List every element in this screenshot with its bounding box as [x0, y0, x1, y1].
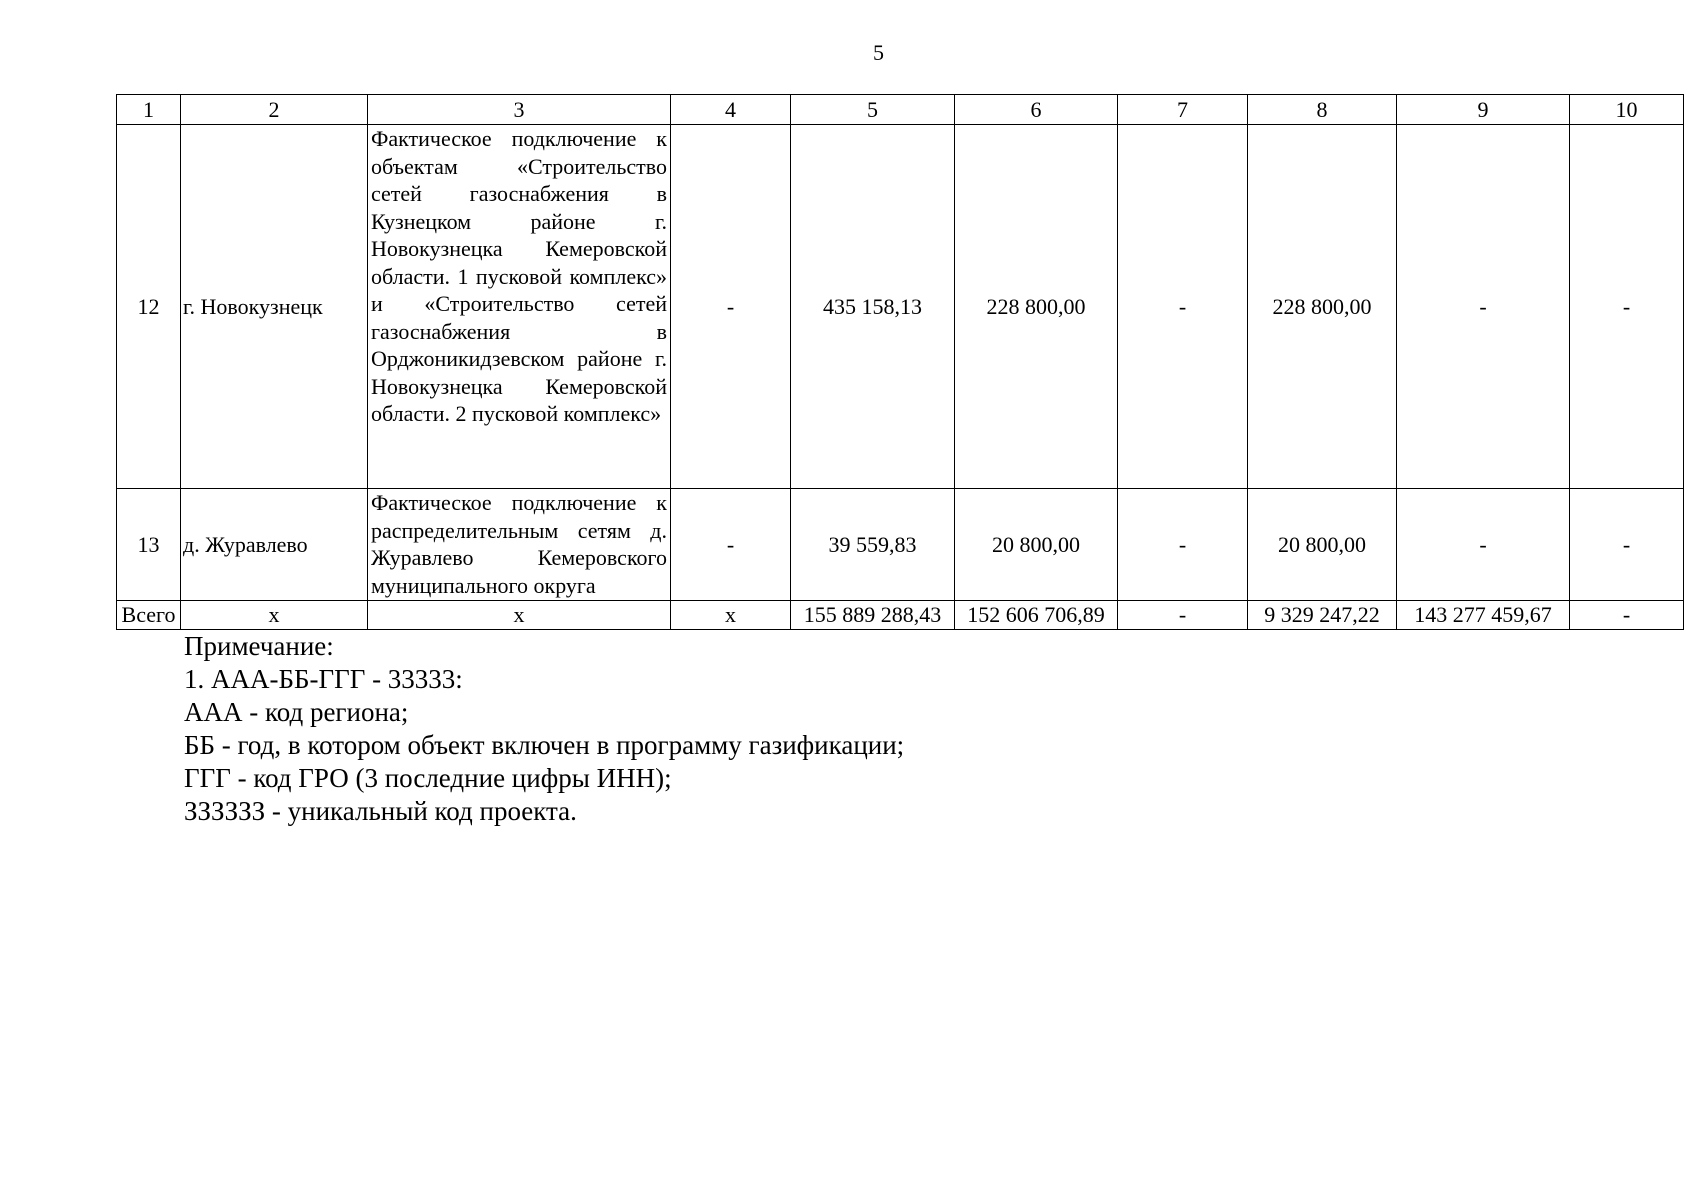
table-cell: -: [1570, 125, 1684, 489]
note-line: ЗЗЗЗЗЗ - уникальный код проекта.: [184, 796, 577, 826]
table-cell: 39 559,83: [791, 489, 955, 601]
table-cell: -: [1397, 125, 1570, 489]
table-cell: -: [1118, 489, 1248, 601]
table-cell: -: [1397, 489, 1570, 601]
row-number: 13: [117, 489, 181, 601]
table-cell: 228 800,00: [1248, 125, 1397, 489]
settlement-name: г. Новокузнецк: [181, 125, 368, 489]
note-line: ББ - год, в котором объект включен в программу газификации;: [184, 730, 905, 760]
note-line: ГГГ - код ГРО (3 последние цифры ИНН);: [184, 763, 672, 793]
table-cell: 155 889 288,43: [791, 601, 955, 630]
note-line: 1. ААА-ББ-ГГГ - 33333:: [184, 664, 463, 694]
table-header-row: [117, 95, 1684, 125]
column-header: 2: [181, 95, 368, 125]
column-header: 10: [1570, 95, 1684, 125]
table-cell: 9 329 247,22: [1248, 601, 1397, 630]
table-cell: -: [671, 125, 791, 489]
table-cell: х: [671, 601, 791, 630]
table-cell: -: [1570, 489, 1684, 601]
column-header: 9: [1397, 95, 1570, 125]
table-cell: -: [671, 489, 791, 601]
notes-block: [184, 630, 904, 828]
column-header: 6: [955, 95, 1118, 125]
table-cell: -: [1570, 601, 1684, 630]
object-description: Фактическое подключение к объектам «Строительство сетей газоснабжения в Кузнецком районе г. Новокузнецка Кемеровской области. 1 пусковой комплекс» и «Строительство сетей газоснабжения в Орджоникидзевском районе г. Новокузнецка Кемеровской области. 2 пусковой комплекс»: [368, 125, 671, 489]
total-row: [117, 601, 1684, 630]
table-cell: х: [181, 601, 368, 630]
table-cell: 143 277 459,67: [1397, 601, 1570, 630]
table-cell: 435 158,13: [791, 125, 955, 489]
gasification-table: [116, 94, 1684, 630]
note-line: ААА - код региона;: [184, 697, 409, 727]
column-header: 4: [671, 95, 791, 125]
table-cell: 152 606 706,89: [955, 601, 1118, 630]
table-cell: 228 800,00: [955, 125, 1118, 489]
table-row: [117, 489, 1684, 601]
table-cell: 20 800,00: [1248, 489, 1397, 601]
table-cell: х: [368, 601, 671, 630]
total-label: Всего: [117, 601, 181, 630]
column-header: 5: [791, 95, 955, 125]
column-header: 3: [368, 95, 671, 125]
table-cell: -: [1118, 601, 1248, 630]
settlement-name: д. Журавлево: [181, 489, 368, 601]
page-number: 5: [873, 40, 884, 65]
column-header: 1: [117, 95, 181, 125]
object-description: Фактическое подключение к распределительным сетям д. Журавлево Кемеровского муниципального округа: [368, 489, 671, 601]
table-cell: 20 800,00: [955, 489, 1118, 601]
notes-heading: Примечание:: [184, 631, 334, 661]
table-cell: -: [1118, 125, 1248, 489]
table-row: [117, 125, 1684, 489]
column-header: 8: [1248, 95, 1397, 125]
row-number: 12: [117, 125, 181, 489]
column-header: 7: [1118, 95, 1248, 125]
